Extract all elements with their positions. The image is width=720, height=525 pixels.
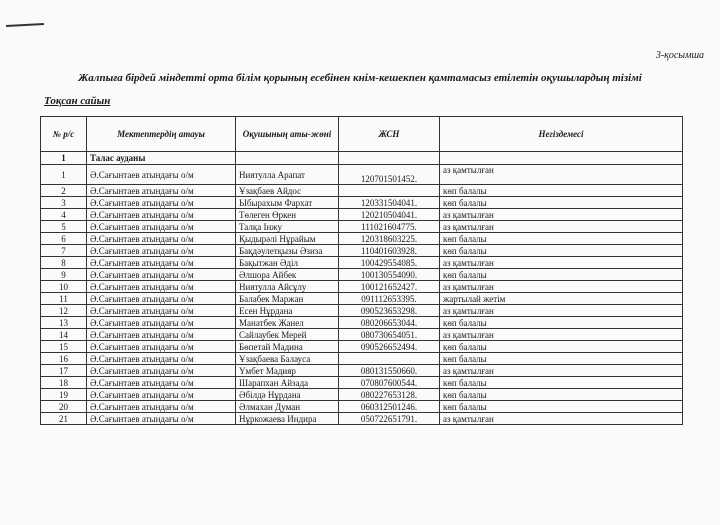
student-name: Төлеген Өркен — [236, 209, 339, 221]
period-label: Тоқсан сайын — [44, 95, 111, 107]
table-row — [41, 305, 683, 317]
table-row — [41, 413, 683, 425]
header-reason: Негіздемесі — [440, 117, 683, 152]
school-name: Ә.Сағынтаев атындағы о/м — [87, 341, 236, 353]
school-name: Ә.Сағынтаев атындағы о/м — [87, 257, 236, 269]
table-row — [41, 341, 683, 353]
school-name: Ә.Сағынтаев атындағы о/м — [87, 377, 236, 389]
table-row — [41, 185, 683, 197]
table-row — [41, 257, 683, 269]
row-number: 18 — [41, 377, 87, 389]
table-row — [41, 377, 683, 389]
student-name: Сайлаубек Мерей — [236, 329, 339, 341]
reason: аз қамтылған — [440, 221, 683, 233]
row-number: 10 — [41, 281, 87, 293]
reason: көп балалы — [440, 377, 683, 389]
row-number: 1 — [41, 165, 87, 185]
row-number: 16 — [41, 353, 87, 365]
reason: аз қамтылған — [440, 365, 683, 377]
empty-cell — [339, 152, 440, 165]
school-name: Ә.Сағынтаев атындағы о/м — [87, 185, 236, 197]
header-jsn: ЖСН — [339, 117, 440, 152]
reason: көп балалы — [440, 401, 683, 413]
table-row — [41, 165, 683, 185]
scan-mark — [6, 23, 44, 26]
student-name: Әлшора Айбек — [236, 269, 339, 281]
school-name: Ә.Сағынтаев атындағы о/м — [87, 401, 236, 413]
appendix-label: 3-қосымша — [655, 50, 704, 61]
student-name: Үмбет Мадияр — [236, 365, 339, 377]
school-name: Ә.Сағынтаев атындағы о/м — [87, 353, 236, 365]
school-name: Ә.Сағынтаев атындағы о/м — [87, 209, 236, 221]
row-number: 13 — [41, 317, 87, 329]
student-name: Ниятулла Айсұлу — [236, 281, 339, 293]
school-name: Ә.Сағынтаев атындағы о/м — [87, 293, 236, 305]
table-row — [41, 221, 683, 233]
reason: көп балалы — [440, 233, 683, 245]
table-row — [41, 281, 683, 293]
student-jsn — [339, 353, 440, 365]
student-jsn: 080730654051. — [339, 329, 440, 341]
reason: аз қамтылған — [440, 257, 683, 269]
school-name: Ә.Сағынтаев атындағы о/м — [87, 389, 236, 401]
row-number: 8 — [41, 257, 87, 269]
student-name: Нұркожаева Индира — [236, 413, 339, 425]
student-jsn: 110401603928. — [339, 245, 440, 257]
reason: көп балалы — [440, 389, 683, 401]
table-row — [41, 389, 683, 401]
reason: көп балалы — [440, 269, 683, 281]
row-number: 4 — [41, 209, 87, 221]
school-name: Ә.Сағынтаев атындағы о/м — [87, 269, 236, 281]
reason: аз қамтылған — [440, 329, 683, 341]
table-row — [41, 329, 683, 341]
student-jsn: 120331504041. — [339, 197, 440, 209]
school-name: Ә.Сағынтаев атындағы о/м — [87, 413, 236, 425]
school-name: Ә.Сағынтаев атындағы о/м — [87, 221, 236, 233]
student-jsn: 120701501452. — [339, 165, 440, 185]
table-row — [41, 245, 683, 257]
student-name: Ыбырахым Фархат — [236, 197, 339, 209]
table-row — [41, 365, 683, 377]
reason: көп балалы — [440, 353, 683, 365]
student-jsn: 090523653298. — [339, 305, 440, 317]
school-name: Ә.Сағынтаев атындағы о/м — [87, 281, 236, 293]
student-name: Талқа Інжу — [236, 221, 339, 233]
student-jsn: 080227653128. — [339, 389, 440, 401]
student-jsn: 100130554090. — [339, 269, 440, 281]
district-row — [41, 152, 683, 165]
document-title: Жалпыға бірдей міндетті орта білім қорының есебінен кнім-кешекпен қамтамасыз етілетін оқушылардың тізімі — [78, 72, 642, 84]
row-number: 19 — [41, 389, 87, 401]
student-jsn: 050722651791. — [339, 413, 440, 425]
row-number: 5 — [41, 221, 87, 233]
student-name: Балабек Маржан — [236, 293, 339, 305]
school-name: Ә.Сағынтаев атындағы о/м — [87, 245, 236, 257]
student-jsn: 120210504041. — [339, 209, 440, 221]
row-number: 2 — [41, 185, 87, 197]
table-header-row — [41, 117, 683, 152]
student-jsn: 091112653395. — [339, 293, 440, 305]
student-jsn: 111021604775. — [339, 221, 440, 233]
school-name: Ә.Сағынтаев атындағы о/м — [87, 165, 236, 185]
school-name: Ә.Сағынтаев атындағы о/м — [87, 329, 236, 341]
school-name: Ә.Сағынтаев атындағы о/м — [87, 305, 236, 317]
row-number: 11 — [41, 293, 87, 305]
table-row — [41, 269, 683, 281]
header-number: № р/с — [41, 117, 87, 152]
reason: көп балалы — [440, 317, 683, 329]
row-number: 14 — [41, 329, 87, 341]
row-number: 17 — [41, 365, 87, 377]
student-name: Ниятулла Арапат — [236, 165, 339, 185]
row-number: 12 — [41, 305, 87, 317]
student-jsn — [339, 185, 440, 197]
student-jsn: 100121652427. — [339, 281, 440, 293]
student-name: Манатбек Жанел — [236, 317, 339, 329]
reason: аз қамтылған — [440, 413, 683, 425]
reason: көп балалы — [440, 341, 683, 353]
reason: көп балалы — [440, 185, 683, 197]
student-name: Шарапхан Айзада — [236, 377, 339, 389]
district-name: Талас ауданы — [87, 152, 236, 165]
student-jsn: 100429554085. — [339, 257, 440, 269]
student-name: Бақдәулетқызы Әзиза — [236, 245, 339, 257]
student-name: Ұзақбаева Балауса — [236, 353, 339, 365]
table-row — [41, 209, 683, 221]
table-row — [41, 233, 683, 245]
district-number: 1 — [41, 152, 87, 165]
student-name: Бөпетай Мадина — [236, 341, 339, 353]
row-number: 3 — [41, 197, 87, 209]
table-row — [41, 293, 683, 305]
student-name: Әбілдә Нұрдана — [236, 389, 339, 401]
empty-cell — [236, 152, 339, 165]
reason: аз қамтылған — [440, 281, 683, 293]
reason: көп балалы — [440, 245, 683, 257]
reason: жартылай жетім — [440, 293, 683, 305]
table-row — [41, 317, 683, 329]
header-school: Мектептердің атауы — [87, 117, 236, 152]
school-name: Ә.Сағынтаев атындағы о/м — [87, 365, 236, 377]
row-number: 15 — [41, 341, 87, 353]
reason: аз қамтылған — [440, 209, 683, 221]
reason: көп балалы — [440, 197, 683, 209]
student-jsn: 070807600544. — [339, 377, 440, 389]
table-body — [41, 152, 683, 425]
student-jsn: 060312501246. — [339, 401, 440, 413]
student-jsn: 080131550660. — [339, 365, 440, 377]
reason: аз қамтылған — [440, 305, 683, 317]
student-name: Бақытжан Әділ — [236, 257, 339, 269]
student-jsn: 120318603225. — [339, 233, 440, 245]
table-row — [41, 353, 683, 365]
student-name: Ұзақбаев Айдос — [236, 185, 339, 197]
reason: аз қамтылған — [440, 165, 683, 185]
students-table — [40, 116, 683, 425]
row-number: 21 — [41, 413, 87, 425]
student-jsn: 090526652494. — [339, 341, 440, 353]
row-number: 6 — [41, 233, 87, 245]
table-row — [41, 197, 683, 209]
school-name: Ә.Сағынтаев атындағы о/м — [87, 233, 236, 245]
table-row — [41, 401, 683, 413]
student-name: Әлмахан Думан — [236, 401, 339, 413]
row-number: 20 — [41, 401, 87, 413]
row-number: 7 — [41, 245, 87, 257]
empty-cell — [440, 152, 683, 165]
row-number: 9 — [41, 269, 87, 281]
student-jsn: 080206653044. — [339, 317, 440, 329]
student-name: Есен Нұрдана — [236, 305, 339, 317]
header-student: Оқушының аты-жөні — [236, 117, 339, 152]
school-name: Ә.Сағынтаев атындағы о/м — [87, 197, 236, 209]
student-name: Қыдырәлі Нұрайым — [236, 233, 339, 245]
school-name: Ә.Сағынтаев атындағы о/м — [87, 317, 236, 329]
